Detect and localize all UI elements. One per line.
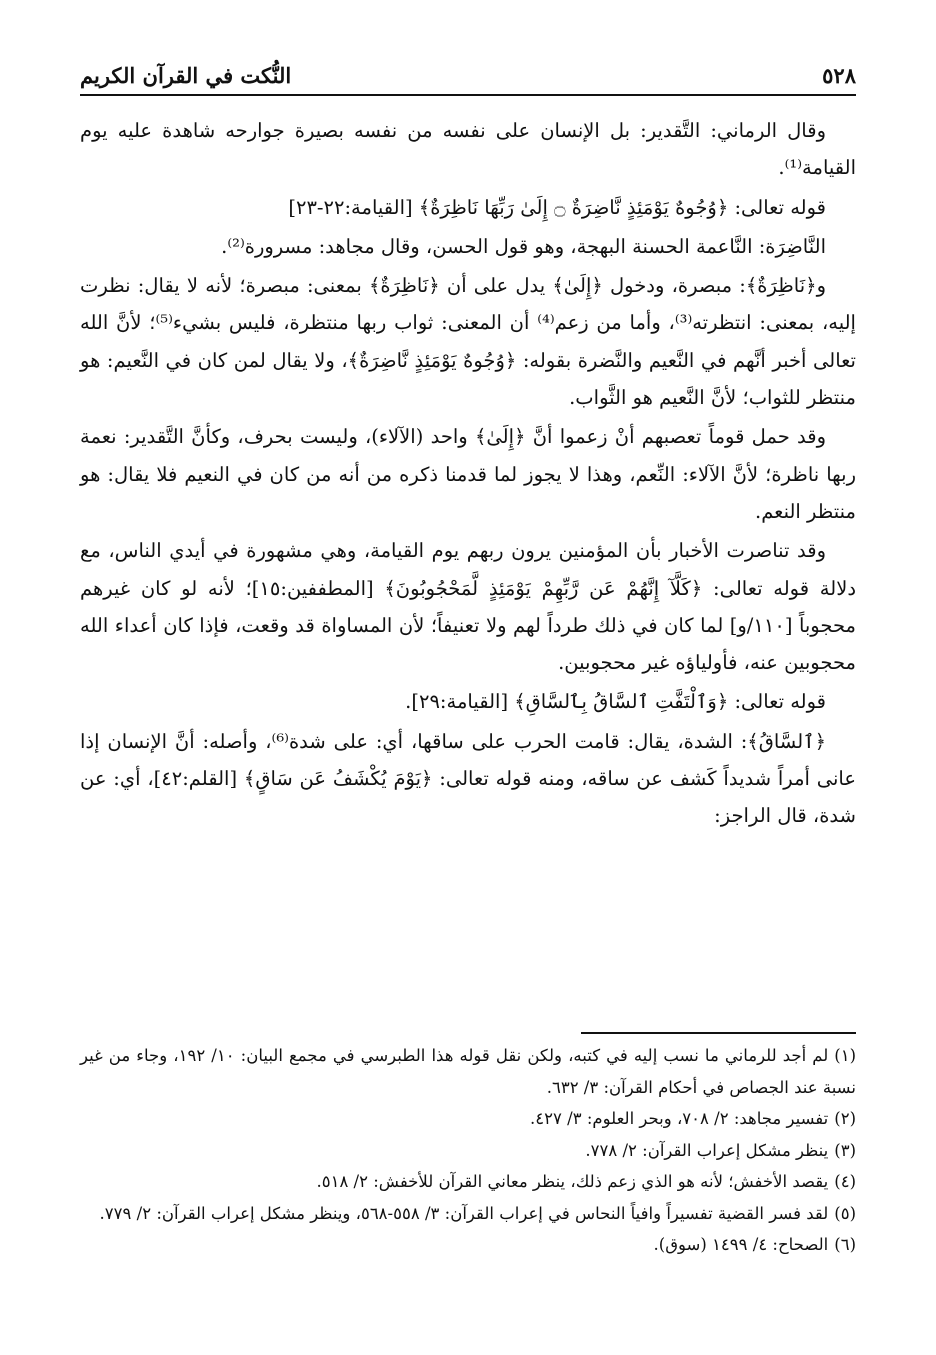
main-text [80, 112, 856, 837]
footnote [80, 1103, 856, 1135]
footnote-text: لم أجد للرماني ما نسب إليه في كتبه، ولكن نقل قوله هذا الطبرسي في مجمع البيان: ١٠/ ١٩٢، وجاء من غير نسبة عند الجصاص في أحكام القرآن: ٣/ ٦٣٢. [80, 1046, 856, 1097]
footnote [80, 1229, 856, 1261]
footnote-divider [581, 1032, 856, 1034]
footnote-number: (٢) [834, 1109, 856, 1128]
page-header [80, 52, 856, 88]
paragraph: وقال الرماني: التَّقدير: بل الإنسان على نفسه من نفسه بصيرة جوارحه شاهدة عليه يوم القيامة⁽¹⁾. [80, 119, 856, 180]
footnote [80, 1040, 856, 1103]
header-divider [80, 94, 856, 96]
paragraph: وقد تناصرت الأخبار بأن المؤمنين يرون ربهم يوم القيامة، وهي مشهورة في أيدي الناس، مع دلالة قوله تعالى: ﴿كَلَّآ إِنَّهُمْ عَن رَّبِّهِمْ يَوْمَئِذٍ لَّمَحْجُوبُونَ﴾ [المطففين:١٥]؛ لأنه لو كان غيرهم محجوباً [١١٠/و] لما كان في ذلك طرداً لهم ولا تعنيفاً؛ لأن المساواة قد وقعت، فإذا كان أعداء الله محجوبين عنه، فأولياؤه غير محجوبين. [80, 539, 857, 675]
paragraph: قوله تعالى: ﴿وَٱلْتَفَّتِ ٱلسَّاقُ بِٱلسَّاقِ﴾ [القيامة:٢٩]. [405, 690, 826, 714]
footnote-text: تفسير مجاهد: ٢/ ٧٠٨، وبحر العلوم: ٣/ ٤٢٧. [530, 1109, 829, 1128]
book-title: النُّكت في القرآن الكريم [80, 63, 292, 88]
footnote [80, 1198, 856, 1230]
footnote-text: يقصد الأخفش؛ لأنه هو الذي زعم ذلك، ينظر معاني القرآن للأخفش: ٢/ ٥١٨. [316, 1172, 829, 1191]
footnote-text: ينظر مشكل إعراب القرآن: ٢/ ٧٧٨. [585, 1140, 829, 1160]
footnote-number: (٤) [834, 1172, 856, 1191]
footnote-text: الصحاح: ٤/ ١٤٩٩ (سوق). [653, 1235, 829, 1254]
paragraph: النَّاضِرَة: النَّاعمة الحسنة البهجة، وهو قول الحسن، وقال مجاهد: مسرورة⁽²⁾. [221, 234, 826, 258]
footnotes [80, 1040, 856, 1261]
footnote [80, 1135, 856, 1167]
paragraph: قوله تعالى: ﴿وُجُوهٌ يَوْمَئِذٍ نَّاضِرَةٌ ۝ إِلَىٰ رَبِّهَا نَاظِرَةٌ﴾ [القيامة:٢٢-٢٣] [288, 195, 826, 219]
footnote-number: (٦) [834, 1235, 856, 1254]
footnote [80, 1166, 856, 1198]
footnote-text: لقد فسر القضية تفسيراً وافياً النحاس في إعراب القرآن: ٣/ ٥٥٨-٥٦٨، وينظر مشكل إعراب القرآن: ٢/ ٧٧٩. [99, 1203, 829, 1223]
paragraph: و﴿نَاظِرَةٌ﴾: مبصرة، ودخول ﴿إِلَىٰ﴾ يدل على أن ﴿نَاظِرَةٌ﴾ بمعنى: مبصرة؛ لأنه لا يقال: نظرت إليه، بمعنى: انتظرته⁽³⁾، وأما من زعم⁽⁴⁾ أن المعنى: ثواب ربها منتظرة، فليس بشيء⁽⁵⁾؛ لأنَّ الله تعالى أخبر أنَّهم في النَّعيم والنَّضرة بقوله: ﴿وُجُوهٌ يَوْمَئِذٍ نَّاضِرَةٌ﴾، ولا يقال لمن كان في النَّعيم: هو منتظر للثواب؛ لأنَّ النَّعيم هو الثَّواب. [80, 274, 856, 410]
paragraph: وقد حمل قوماً تعصبهم أنْ زعموا أنَّ ﴿إِلَىٰ﴾ واحد (الآلاء)، وليست بحرف، وكأنَّ التَّقدير: نعمة ربها ناظرة؛ لأنَّ الآلاء: النِّعم، وهذا لا يجوز لما قدمنا ذكره من أنه من كان في النعيم فلا يقال: هو منتظر النعم. [80, 425, 856, 523]
paragraph: ﴿ٱلسَّاقُ﴾: الشدة، يقال: قامت الحرب على ساقها، أي: على شدة⁽⁶⁾، وأصله: أنَّ الإنسان إذا عانى أمراً شديداً كَشف عن ساقه، ومنه قوله تعالى: ﴿يَوْمَ يُكْشَفُ عَن سَاقٍ﴾ [القلم:٤٢]، أي: عن شدة، قال الراجز: [80, 729, 857, 828]
footnote-number: (٣) [834, 1140, 856, 1160]
footnote-number: (٥) [834, 1203, 856, 1223]
footnote-number: (١) [834, 1046, 857, 1065]
page-number: ٥٢٨ [822, 63, 856, 88]
